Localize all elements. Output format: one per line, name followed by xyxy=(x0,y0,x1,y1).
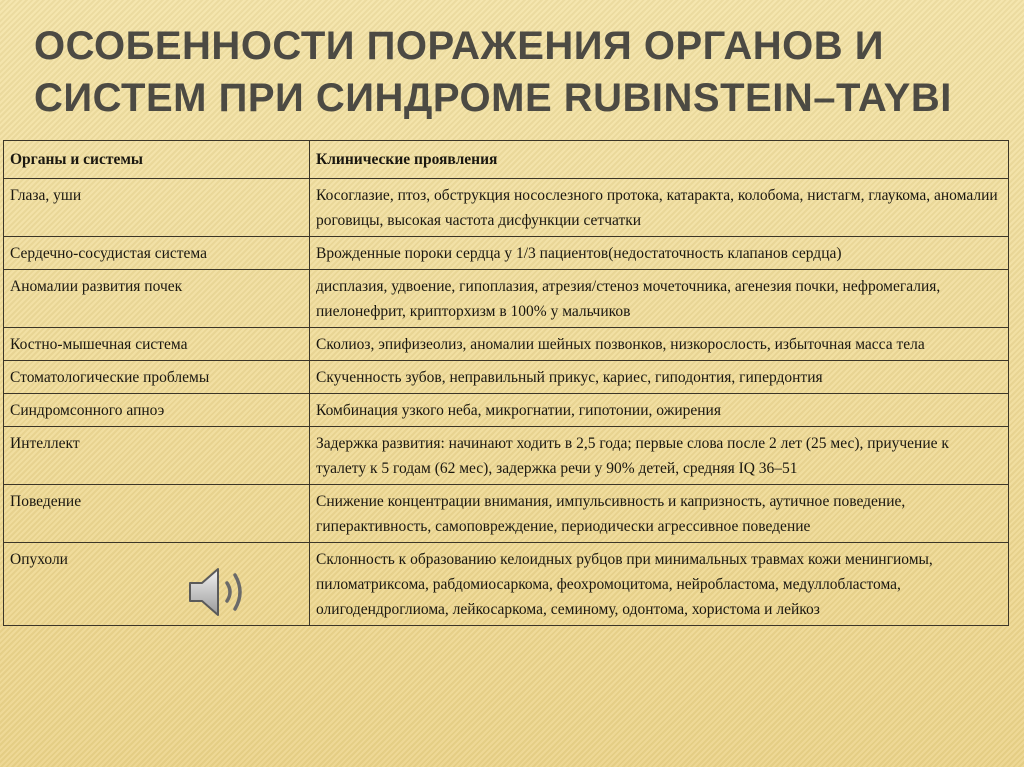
table-header-row xyxy=(4,141,1009,179)
table-row xyxy=(4,328,1009,361)
slide-title xyxy=(34,20,994,124)
header-manifestations: Клинические проявления xyxy=(310,141,1009,179)
header-organs: Органы и системы xyxy=(4,141,310,179)
organ-cell: Сердечно-сосудистая система xyxy=(4,237,310,270)
manifestations-cell: Склонность к образованию келоидных рубцов при минимальных травмах кожи менингиомы, пиломатриксома, рабдомиосаркома, феохромоцитома, нейробластома, медуллобластома, олигодендроглиома, лейкосаркома, семиному, одонтома, хористома и лейкоз xyxy=(310,543,1009,626)
manifestations-cell: Сколиоз, эпифизеолиз, аномалии шейных позвонков, низкорослость, избыточная масса тела xyxy=(310,328,1009,361)
table-row xyxy=(4,485,1009,543)
manifestations-cell: Комбинация узкого неба, микрогнатии, гипотонии, ожирения xyxy=(310,394,1009,427)
table-row xyxy=(4,237,1009,270)
table-row xyxy=(4,394,1009,427)
organ-cell: Костно-мышечная система xyxy=(4,328,310,361)
organ-cell: Стоматологические проблемы xyxy=(4,361,310,394)
organ-cell: Глаза, уши xyxy=(4,179,310,237)
organ-cell-with-audio xyxy=(4,543,310,626)
speaker-icon[interactable] xyxy=(182,561,254,623)
manifestations-cell: Снижение концентрации внимания, импульсивность и капризность, аутичное поведение, гиперактивность, самоповреждение, периодически агрессивное поведение xyxy=(310,485,1009,543)
syndrome-table-container xyxy=(3,140,1008,626)
organ-cell: Поведение xyxy=(4,485,310,543)
manifestations-cell: Скученность зубов, неправильный прикус, кариес, гиподонтия, гипердонтия xyxy=(310,361,1009,394)
organ-cell: Синдромсонного апноэ xyxy=(4,394,310,427)
table-row xyxy=(4,361,1009,394)
manifestations-cell: Задержка развития: начинают ходить в 2,5 года; первые слова после 2 лет (25 мес), приучение к туалету к 5 годам (62 мес), задержка речи у 90% детей, средняя IQ 36–51 xyxy=(310,427,1009,485)
manifestations-cell: Косоглазие, птоз, обструкция носослезного протока, катаракта, колобома, нистагм, глаукома, аномалии роговицы, высокая частота дисфункции сетчатки xyxy=(310,179,1009,237)
table-row xyxy=(4,543,1009,626)
organ-label: Опухоли xyxy=(10,551,68,568)
manifestations-cell: дисплазия, удвоение, гипоплазия, атрезия/стеноз мочеточника, агенезия почки, нефромегалия, пиелонефрит, крипторхизм в 100% у мальчиков xyxy=(310,270,1009,328)
table-row xyxy=(4,179,1009,237)
organ-cell: Аномалии развития почек xyxy=(4,270,310,328)
organ-cell: Интеллект xyxy=(4,427,310,485)
slide-title-line-1: ОСОБЕННОСТИ ПОРАЖЕНИЯ ОРГАНОВ И xyxy=(34,24,884,68)
manifestations-cell: Врожденные пороки сердца у 1/3 пациентов(недостаточность клапанов сердца) xyxy=(310,237,1009,270)
table-row xyxy=(4,427,1009,485)
table-row xyxy=(4,270,1009,328)
syndrome-table xyxy=(3,140,1009,626)
slide-title-line-2: СИСТЕМ ПРИ СИНДРОМЕ RUBINSTEIN–TAYBI xyxy=(34,76,952,120)
